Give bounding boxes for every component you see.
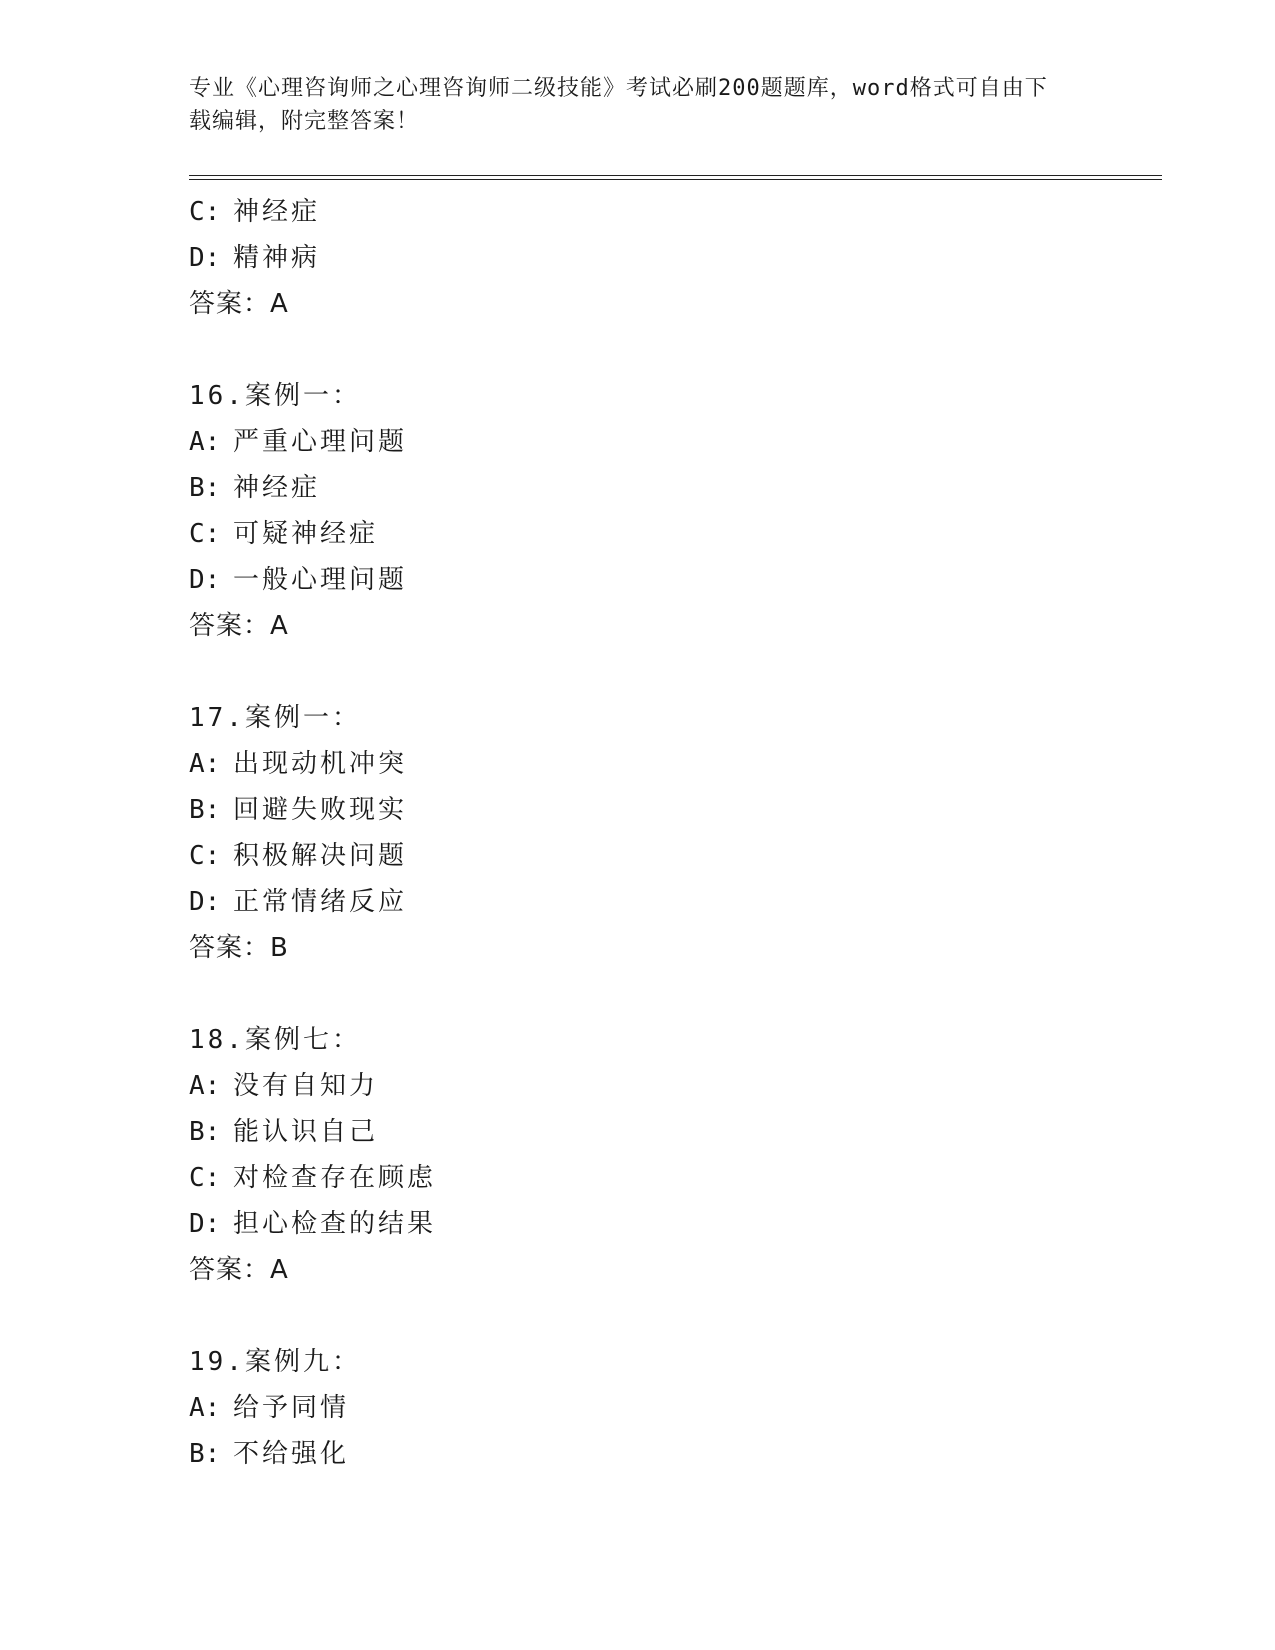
option-b: B: 神经症 <box>189 473 321 503</box>
option-b: B: 不给强化 <box>189 1439 350 1469</box>
option-a: A: 出现动机冲突 <box>189 749 408 779</box>
header-title: 专业《心理咨询师之心理咨询师二级技能》考试必刷200题题库，word格式可自由下载编辑，附完整答案！ <box>189 76 1048 134</box>
option-a: A: 严重心理问题 <box>189 427 408 457</box>
answer-line: 答案：B <box>189 933 289 963</box>
question-block-17 <box>189 695 1162 971</box>
option-d: D: 正常情绪反应 <box>189 887 408 917</box>
question-block-15-tail <box>189 189 1162 327</box>
question-stem: 19.案例九： <box>189 1347 361 1377</box>
option-c: C: 神经症 <box>189 197 321 227</box>
answer-line: 答案：A <box>189 611 289 641</box>
option-c: C: 对检查存在顾虑 <box>189 1163 437 1193</box>
question-block-18 <box>189 1017 1162 1293</box>
option-c: C: 可疑神经症 <box>189 519 379 549</box>
question-block-16 <box>189 373 1162 649</box>
option-a: A: 没有自知力 <box>189 1071 379 1101</box>
header-divider-top <box>189 175 1162 176</box>
answer-line: 答案：A <box>189 289 289 319</box>
header-divider-bottom <box>189 179 1162 180</box>
option-b: B: 能认识自己 <box>189 1117 379 1147</box>
option-d: D: 精神病 <box>189 243 321 273</box>
question-stem: 16.案例一： <box>189 381 361 411</box>
option-c: C: 积极解决问题 <box>189 841 408 871</box>
answer-line: 答案：A <box>189 1255 289 1285</box>
question-block-19 <box>189 1339 1162 1477</box>
question-list <box>189 189 1162 1477</box>
option-d: D: 一般心理问题 <box>189 565 408 595</box>
option-b: B: 回避失败现实 <box>189 795 408 825</box>
option-d: D: 担心检查的结果 <box>189 1209 437 1239</box>
question-stem: 18.案例七： <box>189 1025 361 1055</box>
option-a: A: 给予同情 <box>189 1393 350 1423</box>
document-header <box>189 72 1069 138</box>
question-stem: 17.案例一： <box>189 703 361 733</box>
